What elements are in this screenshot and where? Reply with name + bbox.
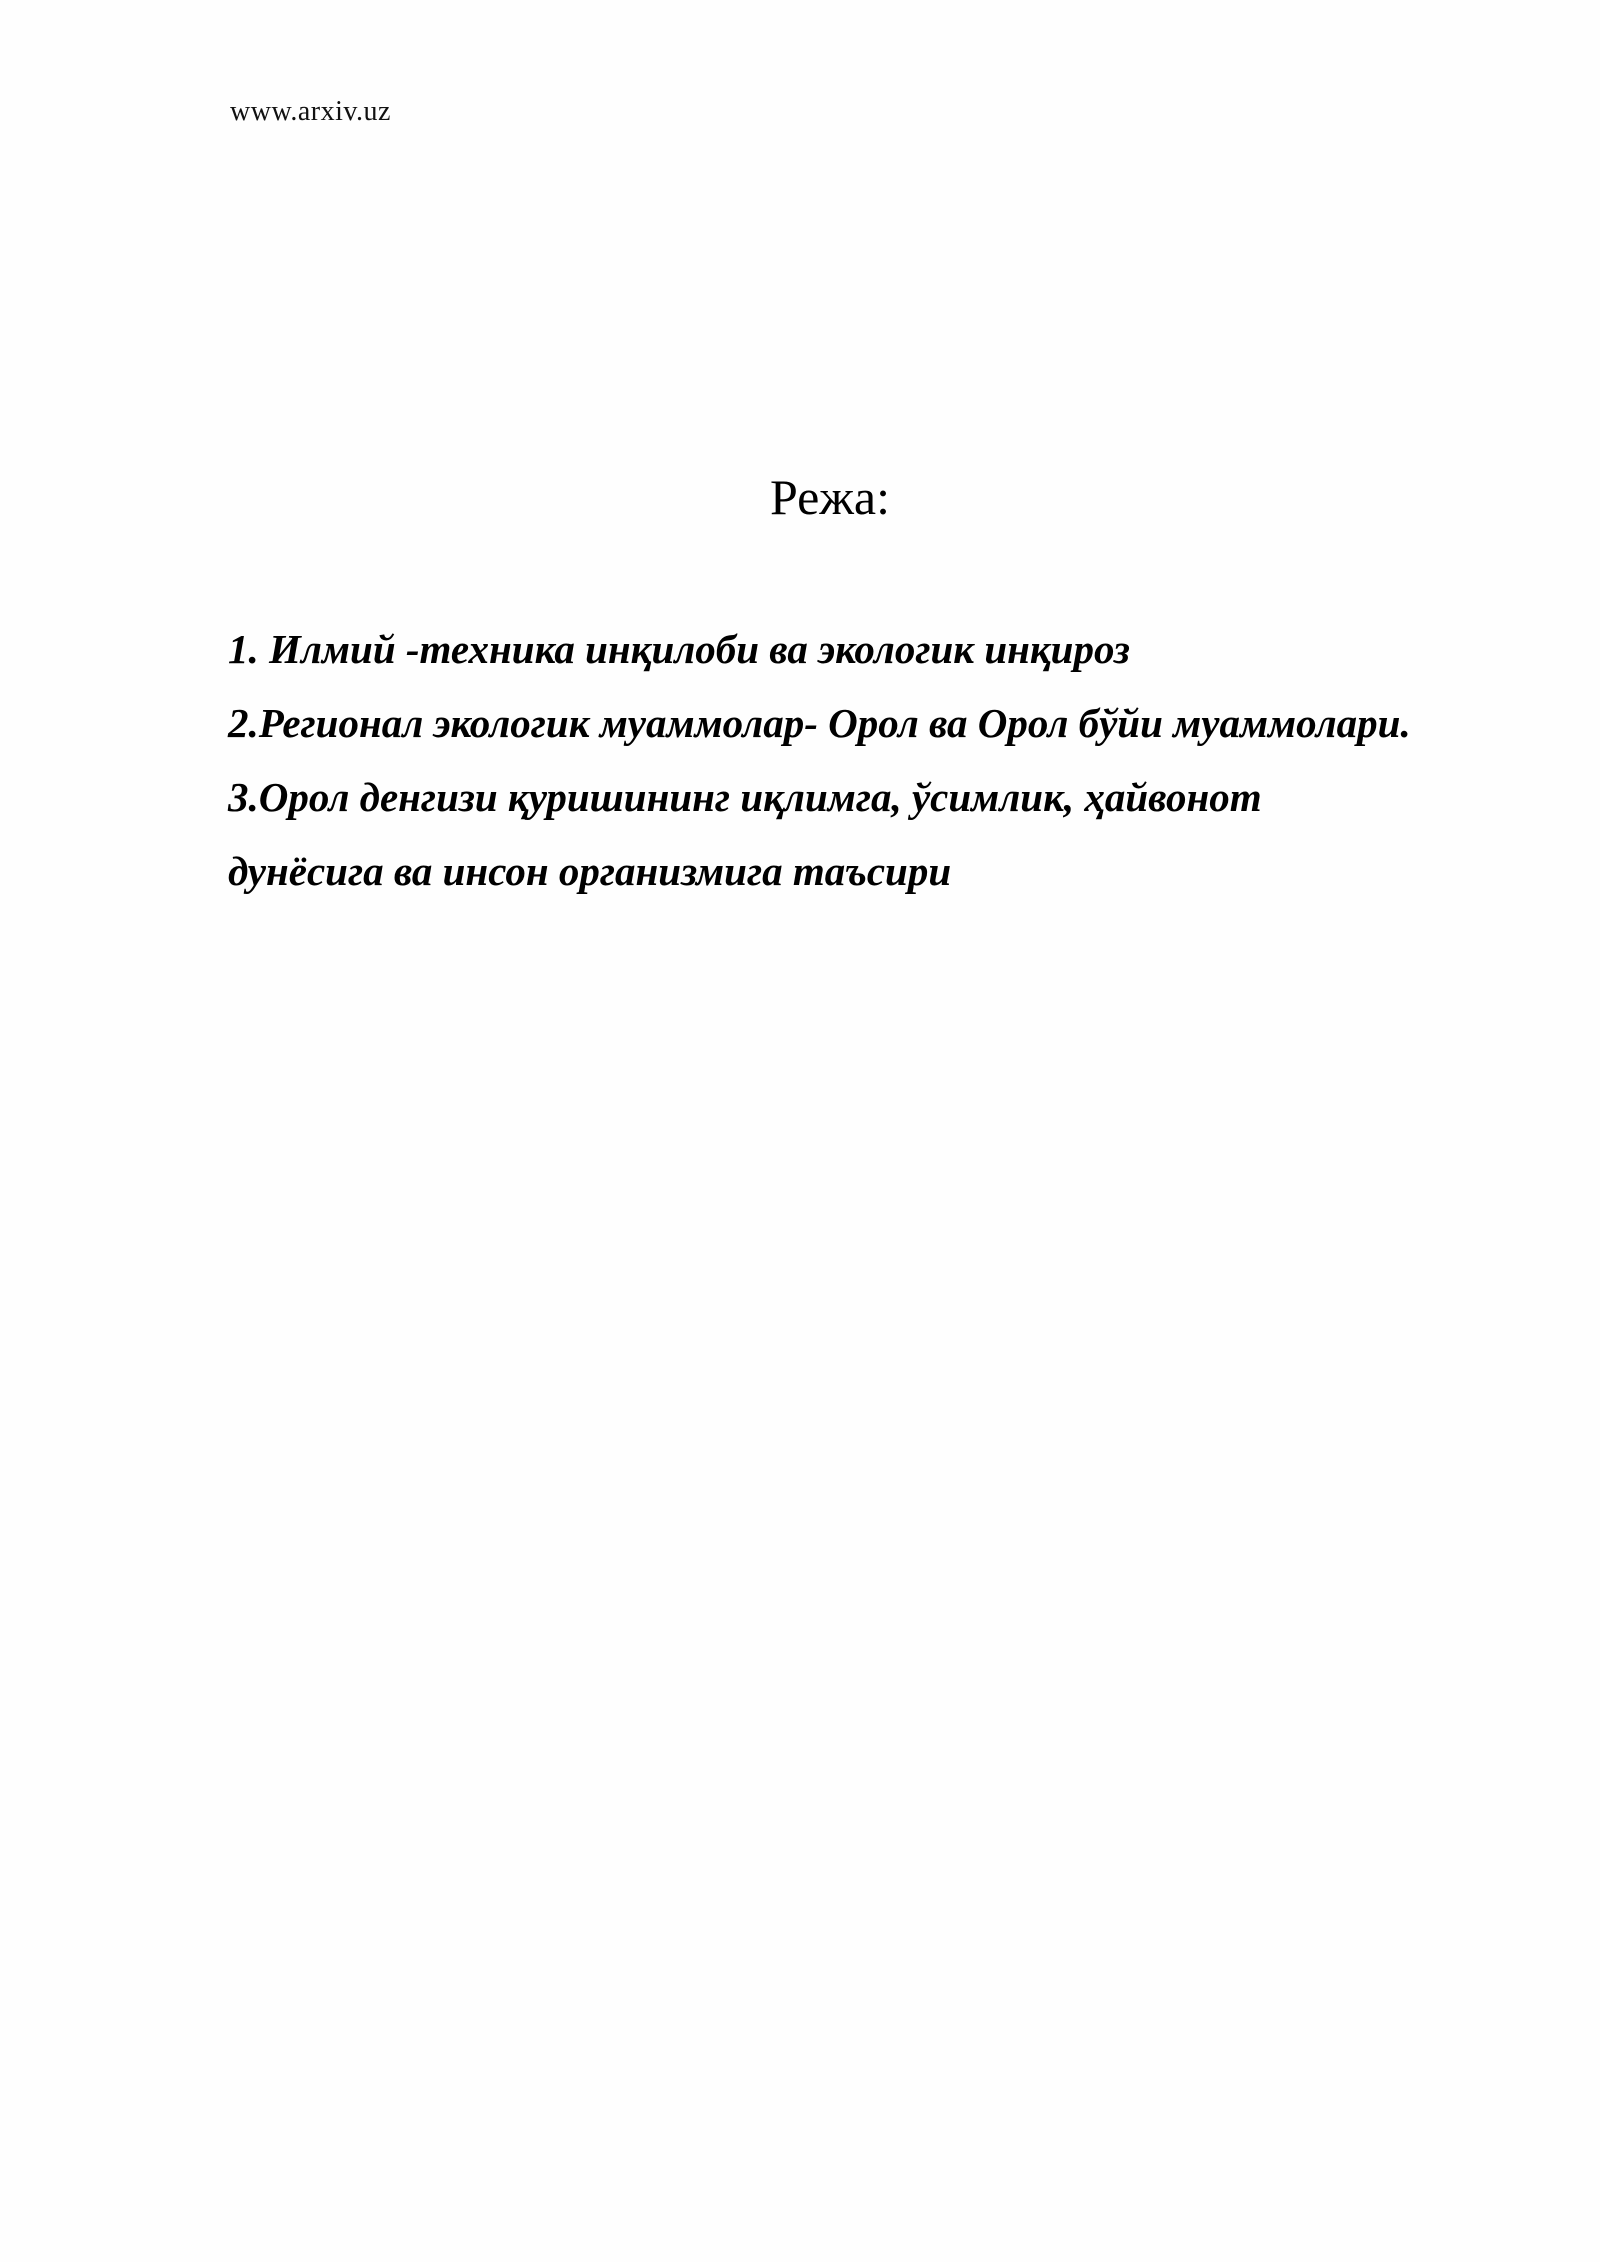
plan-item-1-line-1: 1. Илмий -техника инқилоби ва экологик инқироз (228, 626, 1130, 672)
plan-item-3-line-2: дунёсига ва инсон организмига таъсири (228, 848, 952, 894)
plan-item-3-line-1: 3.Орол денгизи қуришининг иқлимга, ўсимлик, ҳайвонот (228, 774, 1262, 820)
plan-title: Режа: (770, 469, 890, 525)
plan-item-2-line-1: 2.Регионал экологик муаммолар- Орол ва Орол бўйи муаммолари. (228, 700, 1411, 746)
plan-item-1 (228, 612, 1528, 686)
plan-item-2 (228, 686, 1528, 760)
header-url: www.arxiv.uz (230, 96, 391, 127)
plan-item-3 (228, 760, 1528, 908)
plan-list (228, 612, 1528, 908)
